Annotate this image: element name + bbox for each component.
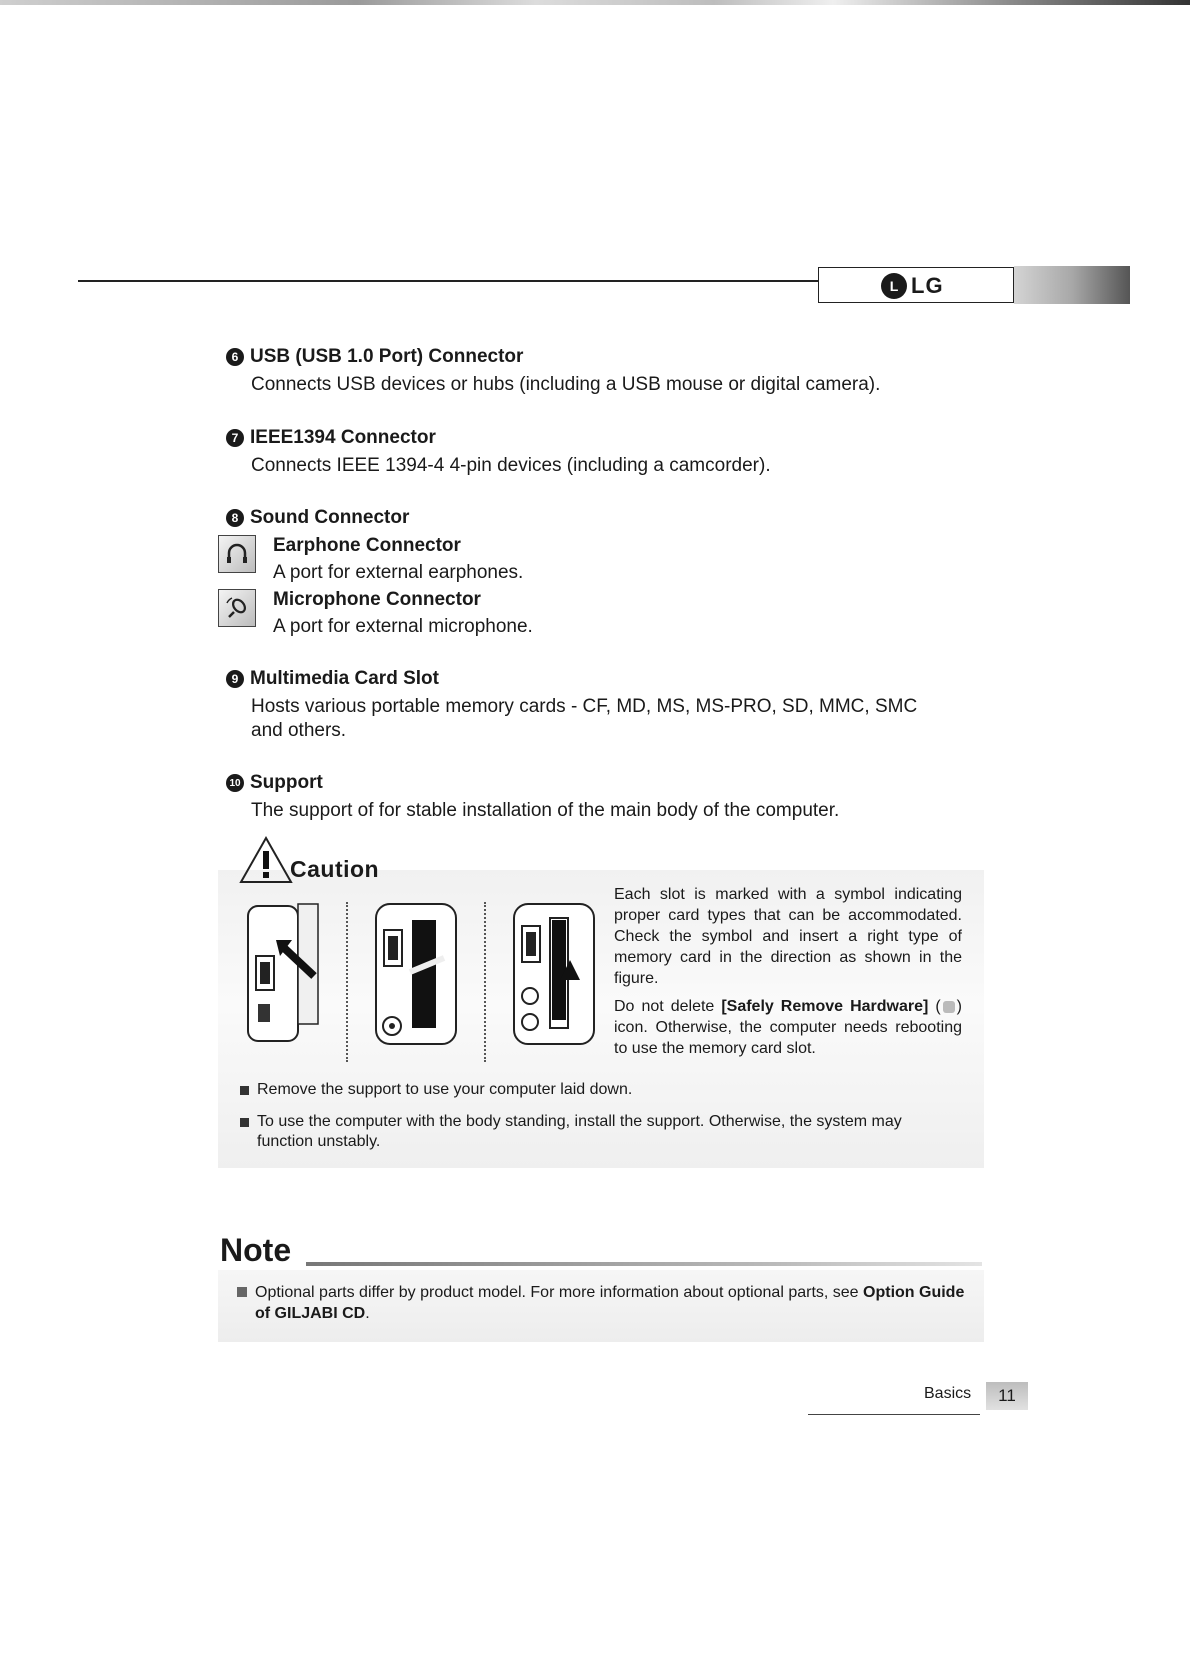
caution-bullet: Remove the support to use your computer laid down.: [240, 1080, 950, 1100]
microphone-icon: [218, 589, 256, 627]
item-number-badge: 8: [226, 509, 244, 527]
item-title: Sound Connector: [250, 507, 410, 528]
item-ieee1394: [226, 427, 771, 478]
item-sound: [226, 507, 409, 529]
warning-icon: [238, 835, 294, 885]
divider: [346, 902, 348, 1062]
caution-text: [614, 884, 962, 1066]
footer-section-label: Basics: [924, 1385, 972, 1402]
caution-para: Each slot is marked with a symbol indicating proper card types that can be accommodated. Check the symbol and insert a right type of memory card in the direction as shown in the figure.: [614, 886, 962, 987]
caution-para: Do not delete [Safely Remove Hardware] ( ) icon. Otherwise, the computer needs rebooting to use the memory card slot.: [614, 998, 962, 1057]
item-title: USB (USB 1.0 Port) Connector: [250, 346, 524, 367]
card-slot-illustration: [244, 900, 344, 1050]
brand-box: [818, 267, 1014, 303]
lg-logo-icon: L: [881, 273, 907, 299]
caution-label: Caution: [290, 856, 380, 882]
item-support: [226, 772, 839, 823]
divider: [484, 902, 486, 1062]
item-number-badge: 7: [226, 429, 244, 447]
headphone-icon: [218, 535, 256, 573]
caution-heading: [238, 835, 379, 885]
item-title: Support: [250, 772, 323, 793]
header-rule: [78, 280, 818, 282]
card-slot-illustration: [510, 900, 610, 1050]
item-desc: Connects IEEE 1394-4 4-pin devices (including a camcorder).: [251, 455, 771, 476]
microphone-desc: A port for external microphone.: [273, 616, 533, 637]
scan-edge: [0, 0, 1190, 5]
note-heading: Note: [220, 1232, 292, 1268]
brand-logo: LG: [911, 273, 944, 298]
note-body: Optional parts differ by product model. For more information about optional parts, see Option Guide of GILJABI CD.: [237, 1282, 977, 1324]
card-slot-illustration: [372, 900, 472, 1050]
item-usb: [226, 346, 880, 397]
bullet-square-icon: [237, 1287, 247, 1297]
header-tab: [1014, 266, 1130, 304]
item-title: IEEE1394 Connector: [250, 427, 436, 448]
footer-rule: [808, 1414, 980, 1415]
earphone-desc: A port for external earphones.: [273, 562, 524, 583]
item-number-badge: 9: [226, 670, 244, 688]
item-title: Multimedia Card Slot: [250, 668, 439, 689]
note-rule: [306, 1262, 982, 1266]
item-card-slot: [226, 668, 917, 743]
caution-bullet: To use the computer with the body standing, install the support. Otherwise, the system may function unstably.: [240, 1112, 950, 1152]
item-desc: Connects USB devices or hubs (including a USB mouse or digital camera).: [251, 374, 881, 395]
item-desc: The support of for stable installation of the main body of the computer.: [251, 800, 840, 821]
bullet-square-icon: [240, 1118, 249, 1127]
bullet-square-icon: [240, 1086, 249, 1095]
item-desc: Hosts various portable memory cards - CF, MD, MS, MS-PRO, SD, MMC, SMC and others.: [251, 696, 918, 741]
page-number: 11: [986, 1382, 1028, 1410]
earphone-title: Earphone Connector: [273, 535, 461, 556]
safely-remove-hardware-icon: [943, 1001, 955, 1013]
item-number-badge: 6: [226, 348, 244, 366]
lg-logo: [881, 272, 944, 300]
microphone-title: Microphone Connector: [273, 589, 481, 610]
item-number-badge: 10: [226, 774, 244, 792]
